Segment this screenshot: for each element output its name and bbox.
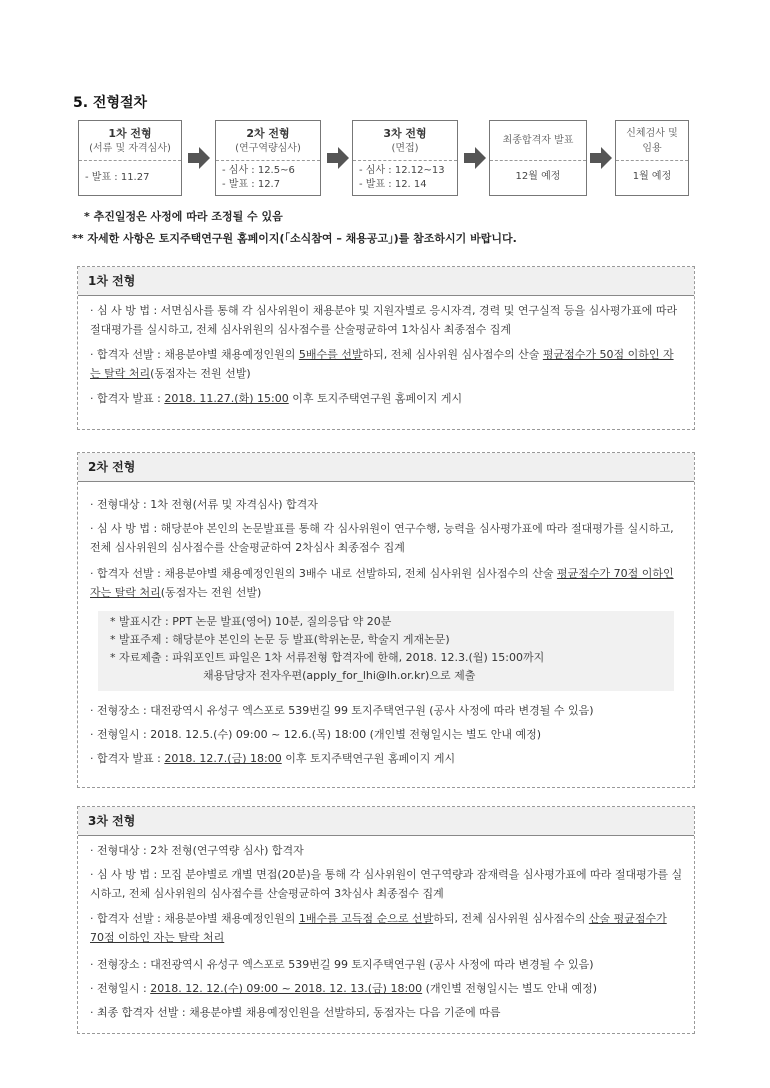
date-text: · 전형일시 : [90,982,151,995]
selection-underline: 1배수를 고득점 순으로 선발 [298,912,434,925]
presentation-time: * 발표시간 : PPT 논문 발표(영어) 10분, 질의응답 약 20분 [110,615,392,628]
material-submission: * 자료제출 : 파워포인트 파일은 1차 서류전형 합격자에 한해, 2018. 12.3.(월) 15:00까지 [110,651,545,664]
announcement-text: 이후 토지주택연구원 홈페이지 게시 [281,752,456,765]
flow-step-detail: 12월 예정 [515,171,561,182]
stage3-method: · 심 사 방 법 : 모집 분야별로 개별 면접(20분)을 통해 각 심사위원이 연구역량과 잠재력을 심사평가표에 따라 절대평가를 실시하고, 전체 심사위원의 심사점수를 산술평균하여 3차심사 최종점수 집계 [90,868,683,900]
selection-underline: 평균점수가 70점 이하인 자는 탈락 처리 [90,567,674,599]
section-title: 5. 전형절차 [73,95,148,111]
stage2-date: · 전형일시 : 2018. 12.5.(수) 09:00 ~ 12.6.(목) 18:00 (개인별 전형일시는 별도 안내 예정) [90,728,542,741]
stage1-announcement [90,389,684,408]
arrow-right-icon [327,147,349,169]
flow-step-detail: - 발표 : 11.27 [85,172,150,183]
selection-text: 하되, 전체 심사위원 심사점수의 [433,912,589,925]
selection-underline: 평균점수가 50점 이하인 자는 탈락 처리 [90,348,674,380]
presentation-topic: * 발표주제 : 해당분야 본인의 논문 등 발표(학위논문, 학술지 게재논문) [110,633,450,646]
selection-text: 하되, 전체 심사위원 심사점수의 산술 [362,348,543,361]
stage2-header: 2차 전형 [78,453,694,482]
announcement-date: 2018. 11.27.(화) 15:00 [164,392,289,405]
stage2-selection [90,564,684,602]
flow-step-detail: 1월 예정 [632,171,672,182]
flow-step-4 [489,120,587,196]
selection-underline: 5배수를 선발 [298,348,363,361]
announcement-text: · 합격자 발표 : [90,392,165,405]
process-flow [78,120,688,198]
flow-step-subtitle: (연구역량심사) [235,143,301,154]
selection-text: · 합격자 선발 : 채용분야별 채용예정인원의 3배수 내로 선발하되, 전체 심사위원 심사점수의 산술 [90,567,557,580]
flow-step-detail: - 발표 : 12. 14 [359,179,427,190]
flow-step-title: 1차 전형 [108,127,152,140]
schedule-note: * 추진일정은 사정에 따라 조정될 수 있음 [84,210,283,223]
flow-step-subtitle: (면접) [391,143,419,154]
announcement-text: 이후 토지주택연구원 홈페이지 게시 [288,392,463,405]
flow-step-title: 3차 전형 [383,127,427,140]
stage2-section [77,452,695,788]
stage3-final-selection: · 최종 합격자 선발 : 채용분야별 채용예정인원을 선발하되, 동점자는 다음 기준에 따름 [90,1006,501,1019]
flow-step-5 [615,120,689,196]
presentation-info-box [98,611,674,691]
stage1-method: · 심 사 방 법 : 서면심사를 통해 각 심사위원이 채용분야 및 지원자별로 응시자격, 경력 및 연구실적 등을 심사평가표에 따라 절대평가를 실시하고, 전체 심사위원의 심사점수를 산술평균하여 1차심사 최종점수 집계 [90,304,678,336]
announcement-date: 2018. 12.7.(금) 18:00 [164,752,282,765]
arrow-right-icon [464,147,486,169]
selection-text: (동점자는 전원 선발) [150,367,251,380]
announcement-text: · 합격자 발표 : [90,752,165,765]
stage3-section [77,806,695,1034]
stage2-place: · 전형장소 : 대전광역시 유성구 엑스포로 539번길 99 토지주택연구원 (공사 사정에 따라 변경될 수 있음) [90,704,594,717]
stage3-date [90,979,684,998]
flow-step-3 [352,120,458,196]
flow-step-detail: - 심사 : 12.5~6 [222,165,295,176]
flow-step-detail: - 심사 : 12.12~13 [359,165,445,176]
stage2-announcement [90,749,684,768]
flow-step-1 [78,120,182,196]
flow-step-subtitle: 임용 [642,143,662,154]
flow-step-2 [215,120,321,196]
flow-step-detail: - 발표 : 12.7 [222,179,281,190]
stage1-header: 1차 전형 [78,267,694,296]
homepage-note: ** 자세한 사항은 토지주택연구원 홈페이지(「소식참여 – 채용공고」)를 참조하시기 바랍니다. [72,232,517,245]
stage3-place: · 전형장소 : 대전광역시 유성구 엑스포로 539번길 99 토지주택연구원 (공사 사정에 따라 변경될 수 있음) [90,958,594,971]
flow-step-title: 신체검사 및 [626,128,678,139]
stage1-section [77,266,695,430]
date-text: (개인별 전형일시는 별도 안내 예정) [422,982,598,995]
material-submission-email: 채용담당자 전자우편(apply_for_lhi@lh.or.kr)으로 제출 [203,669,476,682]
stage3-header: 3차 전형 [78,807,694,836]
selection-text: (동점자는 전원 선발) [160,586,262,599]
date-range: 2018. 12. 12.(수) 09:00 ~ 2018. 12. 13.(금) 18:00 [150,982,423,995]
stage3-selection [90,909,684,947]
stage2-method: · 심 사 방 법 : 해당분야 본인의 논문발표를 통해 각 심사위원이 연구수행, 능력을 심사평가표에 따라 절대평가를 실시하고, 전체 심사위원의 심사점수를 산술평균하여 2차심사 최종점수 집계 [90,522,674,554]
selection-underline: 산술 평균점수가 70점 이하인 자는 탈락 처리 [90,912,667,944]
flow-step-title: 최종합격자 발표 [502,135,574,146]
arrow-right-icon [590,147,612,169]
flow-step-subtitle: (서류 및 자격심사) [89,143,171,154]
selection-text: · 합격자 선발 : 채용분야별 채용예정인원의 [90,912,299,925]
stage1-selection [90,345,684,383]
stage2-target: · 전형대상 : 1차 전형(서류 및 자격심사) 합격자 [90,498,318,511]
arrow-right-icon [188,147,210,169]
flow-step-title: 2차 전형 [246,127,290,140]
selection-text: · 합격자 선발 : 채용분야별 채용예정인원의 [90,348,299,361]
stage3-target: · 전형대상 : 2차 전형(연구역량 심사) 합격자 [90,844,304,857]
